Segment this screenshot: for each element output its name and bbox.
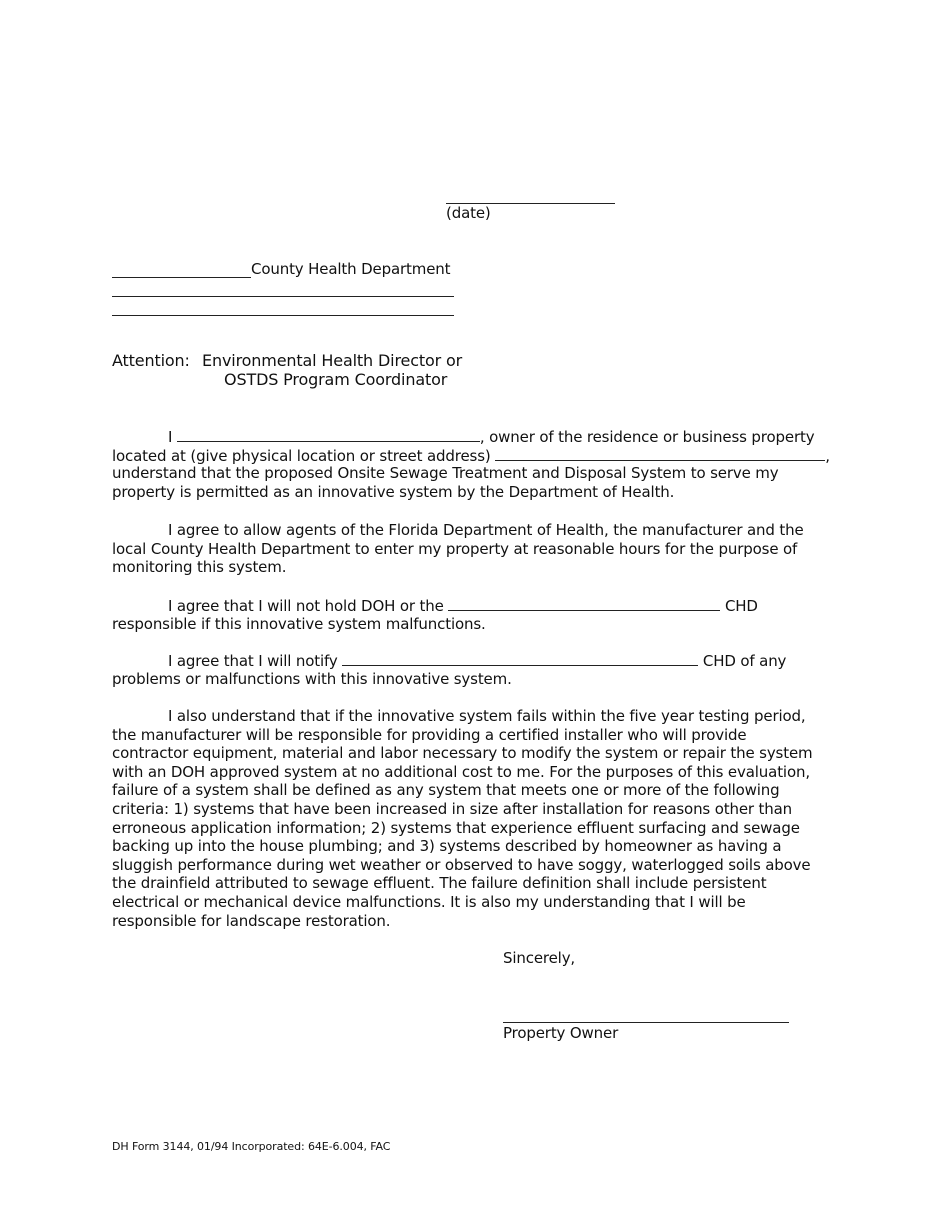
p1-line2-start: located at (give physical location or street address) [112,446,491,465]
p5-line: contractor equipment, material and labor necessary to modify the system or repair the system [112,744,813,763]
county-health-department-label: County Health Department [251,260,451,278]
p2-line2: local County Health Department to enter my property at reasonable hours for the purpose of [112,539,798,558]
p5-line: criteria: 1) systems that have been increased in size after installation for reasons other than [112,799,793,818]
paragraph-ownership [112,427,842,501]
attention-line-2: OSTDS Program Coordinator [224,370,448,389]
p5-line: with an DOH approved system at no additional cost to me. For the purposes of this evaluation, [112,762,810,781]
paragraph-failure-definition [112,707,842,930]
property-location-blank[interactable] [495,446,825,461]
p3-line1-start: I agree that I will not hold DOH or the [168,597,444,615]
form-identifier-footer: DH Form 3144, 01/94 Incorporated: 64E-6.004, FAC [112,1140,391,1153]
address-line-1-blank[interactable] [112,296,454,297]
p5-line: I also understand that if the innovative system fails within the five year testing period, [168,707,806,725]
p5-line: failure of a system shall be defined as any system that meets one or more of the following [112,781,780,800]
p5-line: the drainfield attributed to sewage effluent. The failure definition shall include persistent [112,874,767,893]
p3-line1-end: CHD [724,597,758,615]
attention-line-1: Environmental Health Director or [202,351,463,370]
p5-line: erroneous application information; 2) systems that experience effluent surfacing and sewage [112,818,800,837]
p1-line1-start: I [168,428,173,446]
paragraph-liability [112,596,842,633]
p2-line3: monitoring this system. [112,558,287,577]
paragraph-access-agreement [112,521,842,577]
attention-label: Attention: [112,351,190,370]
p4-line2: problems or malfunctions with this innovative system. [112,669,512,688]
p4-line1-end: CHD of any [702,652,787,670]
address-line-2-blank[interactable] [112,315,454,316]
chd-name-blank-1[interactable] [448,596,720,611]
p5-line: responsible for landscape restoration. [112,911,391,930]
p3-line2: responsible if this innovative system malfunctions. [112,614,486,633]
chd-name-blank-2[interactable] [342,651,698,666]
p5-line: the manufacturer will be responsible for providing a certified installer who will provide [112,725,747,744]
county-name-blank[interactable] [112,277,251,278]
p2-line1: I agree to allow agents of the Florida Department of Health, the manufacturer and the [168,521,804,539]
p1-line4: property is permitted as an innovative system by the Department of Health. [112,482,675,501]
p1-line3: understand that the proposed Onsite Sewage Treatment and Disposal System to serve my [112,464,779,483]
p5-line: backing up into the house plumbing; and 3) systems described by homeowner as having a [112,837,782,856]
paragraph-notification [112,651,842,688]
p4-line1-start: I agree that I will notify [168,652,338,670]
sincerely-closing: Sincerely, [503,949,576,967]
owner-signature-line[interactable] [503,1022,789,1023]
p1-line1-end: , owner of the residence or business property [479,428,815,446]
p1-line2-end: , [825,446,830,465]
date-label: (date) [446,204,491,222]
property-owner-label: Property Owner [503,1024,619,1042]
owner-name-blank[interactable] [177,427,480,442]
p5-line: sluggish performance during wet weather or observed to have soggy, waterlogged soils above [112,855,811,874]
p5-line: electrical or mechanical device malfunctions. It is also my understanding that I will be [112,892,746,911]
